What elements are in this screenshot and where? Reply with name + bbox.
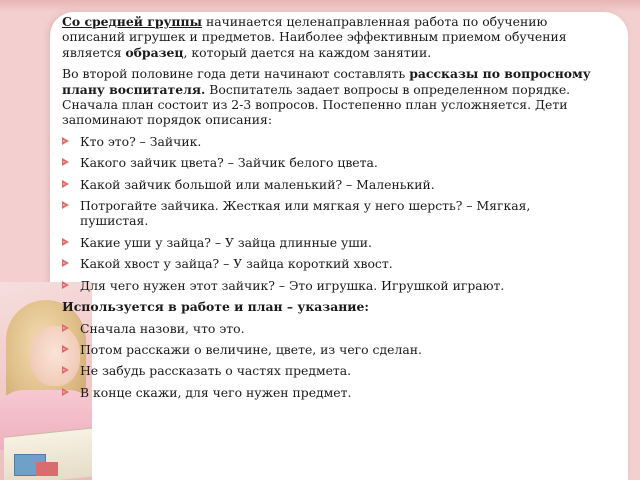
- bullet-arrow-icon: [62, 201, 69, 209]
- list-item: Потом расскажи о величине, цвете, из чего сделан.: [62, 342, 602, 357]
- bullet-arrow-icon: [62, 180, 69, 188]
- plan-list: [62, 321, 602, 401]
- second-paragraph: Во второй половине года дети начинают составлять рассказы по вопросному плану воспитателя. Воспитатель задает вопросы в определенном порядке. Сначала план состоит из 2-3 вопросов. Постепенно план усложняется. Дети запоминают порядок описания:: [62, 66, 591, 128]
- list-item: Кто это? – Зайчик.: [62, 134, 602, 149]
- sample-term: образец: [125, 44, 184, 60]
- list-item: Потрогайте зайчика. Жесткая или мягкая у него шерсть? – Мягкая, пушистая.: [62, 198, 602, 229]
- bullet-arrow-icon: [62, 366, 69, 374]
- list-item: Какой хвост у зайца? – У зайца короткий хвост.: [62, 256, 602, 271]
- list-item: Сначала назови, что это.: [62, 321, 602, 336]
- bullet-arrow-icon: [62, 324, 69, 332]
- question-list: [62, 134, 602, 293]
- bullet-arrow-icon: [62, 281, 69, 289]
- slide-top-border: [0, 0, 640, 12]
- intro-lead: Со средней группы: [62, 14, 202, 29]
- bullet-arrow-icon: [62, 345, 69, 353]
- list-item: В конце скажи, для чего нужен предмет.: [62, 385, 602, 400]
- bullet-arrow-icon: [62, 238, 69, 246]
- list-item: Для чего нужен этот зайчик? – Это игрушка. Игрушкой играют.: [62, 278, 602, 293]
- slide-text: [62, 14, 602, 406]
- plan-heading: Используется в работе и план – указание:: [62, 299, 369, 315]
- intro-paragraph: Со средней группы начинается целенаправленная работа по обучению описаний игрушек и предметов. Наиболее эффективным приемом обучения является образец, который дается на каждом занятии.: [62, 14, 567, 60]
- bullet-arrow-icon: [62, 158, 69, 166]
- bullet-arrow-icon: [62, 388, 69, 396]
- list-item: Не забудь рассказать о частях предмета.: [62, 363, 602, 378]
- bullet-arrow-icon: [62, 137, 69, 145]
- bullet-arrow-icon: [62, 259, 69, 267]
- book-picture-accent: [36, 462, 58, 476]
- list-item: Какого зайчик цвета? – Зайчик белого цвета.: [62, 155, 602, 170]
- question-plan-term: рассказы по вопросному плану воспитателя.: [62, 66, 591, 97]
- list-item: Какой зайчик большой или маленький? – Маленький.: [62, 177, 602, 192]
- list-item: Какие уши у зайца? – У зайца длинные уши.: [62, 235, 602, 250]
